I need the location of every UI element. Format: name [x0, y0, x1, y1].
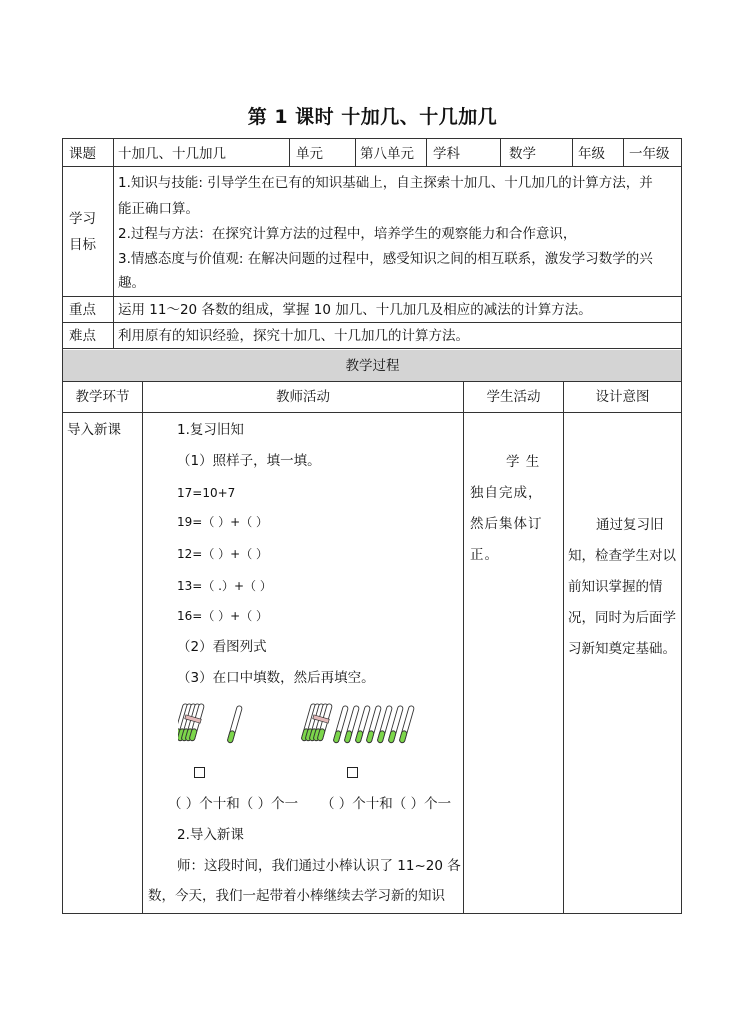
fill-left: （ ）个十和（ ）个一: [168, 796, 299, 812]
example-equation: 17=10+7: [177, 486, 236, 500]
answer-box-left: [194, 767, 205, 778]
objectives-label-2: 目标: [69, 237, 96, 253]
difficulty-text: 利用原有的知识经验，探究十加几、十几加几的计算方法。: [118, 328, 469, 344]
intro-line-2: 数，今天，我们一起带着小棒继续去学习新的知识: [148, 888, 445, 904]
objective-3-line-2: 趣。: [118, 275, 145, 291]
col-student-header: 学生活动: [486, 389, 541, 405]
task-1: （1）照样子，填一填。: [177, 453, 321, 469]
grade-value: 一年级: [629, 146, 670, 162]
intro-line-1: 师：这段时间，我们通过小棒认识了 11~20 各: [177, 858, 461, 874]
process-header: 教学过程: [345, 358, 400, 374]
objective-3-line-1: 3.情感态度与价值观: 在解决问题的过程中，感受知识之间的相互联系，激发学习数学的兴: [118, 251, 653, 267]
topic-value: 十加几、十几加几: [118, 146, 226, 162]
review-title: 1.复习旧知: [177, 422, 244, 438]
objective-1-line-2: 能正确口算。: [118, 201, 199, 217]
col-stage-header: 教学环节: [75, 389, 130, 405]
fill-right: （ ）个十和（ ）个一: [321, 796, 452, 812]
answer-box-right: [347, 767, 358, 778]
subject-label: 学科: [433, 146, 460, 162]
unit-value: 第八单元: [360, 146, 414, 162]
topic-label: 课题: [69, 146, 96, 162]
left-stick-bundle: [178, 703, 204, 741]
task-3: （3）在口中填数，然后再填空。: [177, 670, 375, 686]
stage-name: 导入新课: [67, 422, 121, 438]
equation-4: 16=（ ）+（ ）: [177, 609, 269, 623]
design-intent: 通过复习旧知，检查学生对以前知识掌握的情况，同时为后面学习新知奠定基础。: [568, 517, 676, 657]
equation-3: 13=（ .）+（ ）: [177, 579, 272, 593]
left-single-sticks: [227, 705, 242, 743]
intro-title: 2.导入新课: [177, 827, 244, 843]
key-point-label: 重点: [69, 302, 96, 318]
sticks-illustration: [178, 700, 428, 752]
objective-1-line-1: 1.知识与技能: 引导学生在已有的知识基础上，自主探索十加几、十几加几的计算方法，并: [118, 175, 653, 191]
col-teacher-header: 教师活动: [276, 389, 330, 405]
subject-value: 数学: [509, 146, 536, 162]
key-point-text: 运用 11～20 各数的组成，掌握 10 加几、十几加几及相应的减法的计算方法。: [118, 302, 592, 318]
page-title: 第 1 课时 十加几、十几加几: [247, 106, 498, 128]
difficulty-label: 难点: [69, 328, 96, 344]
objective-2: 2.过程与方法：在探究计算方法的过程中，培养学生的观察能力和合作意识，: [118, 226, 577, 242]
right-stick-bundle: [301, 703, 332, 741]
student-activity: 学 生 独自完成， 然后集体订正。: [470, 454, 543, 563]
objectives-label-1: 学习: [69, 211, 96, 227]
unit-label: 单元: [296, 146, 323, 162]
grade-label: 年级: [578, 146, 605, 162]
col-design-header: 设计意图: [595, 389, 650, 405]
equation-1: 19=（ ）+（ ）: [177, 515, 269, 529]
task-2: （2）看图列式: [177, 639, 267, 655]
right-single-sticks: [333, 705, 414, 743]
equation-2: 12=（ ）+（ ）: [177, 547, 269, 561]
